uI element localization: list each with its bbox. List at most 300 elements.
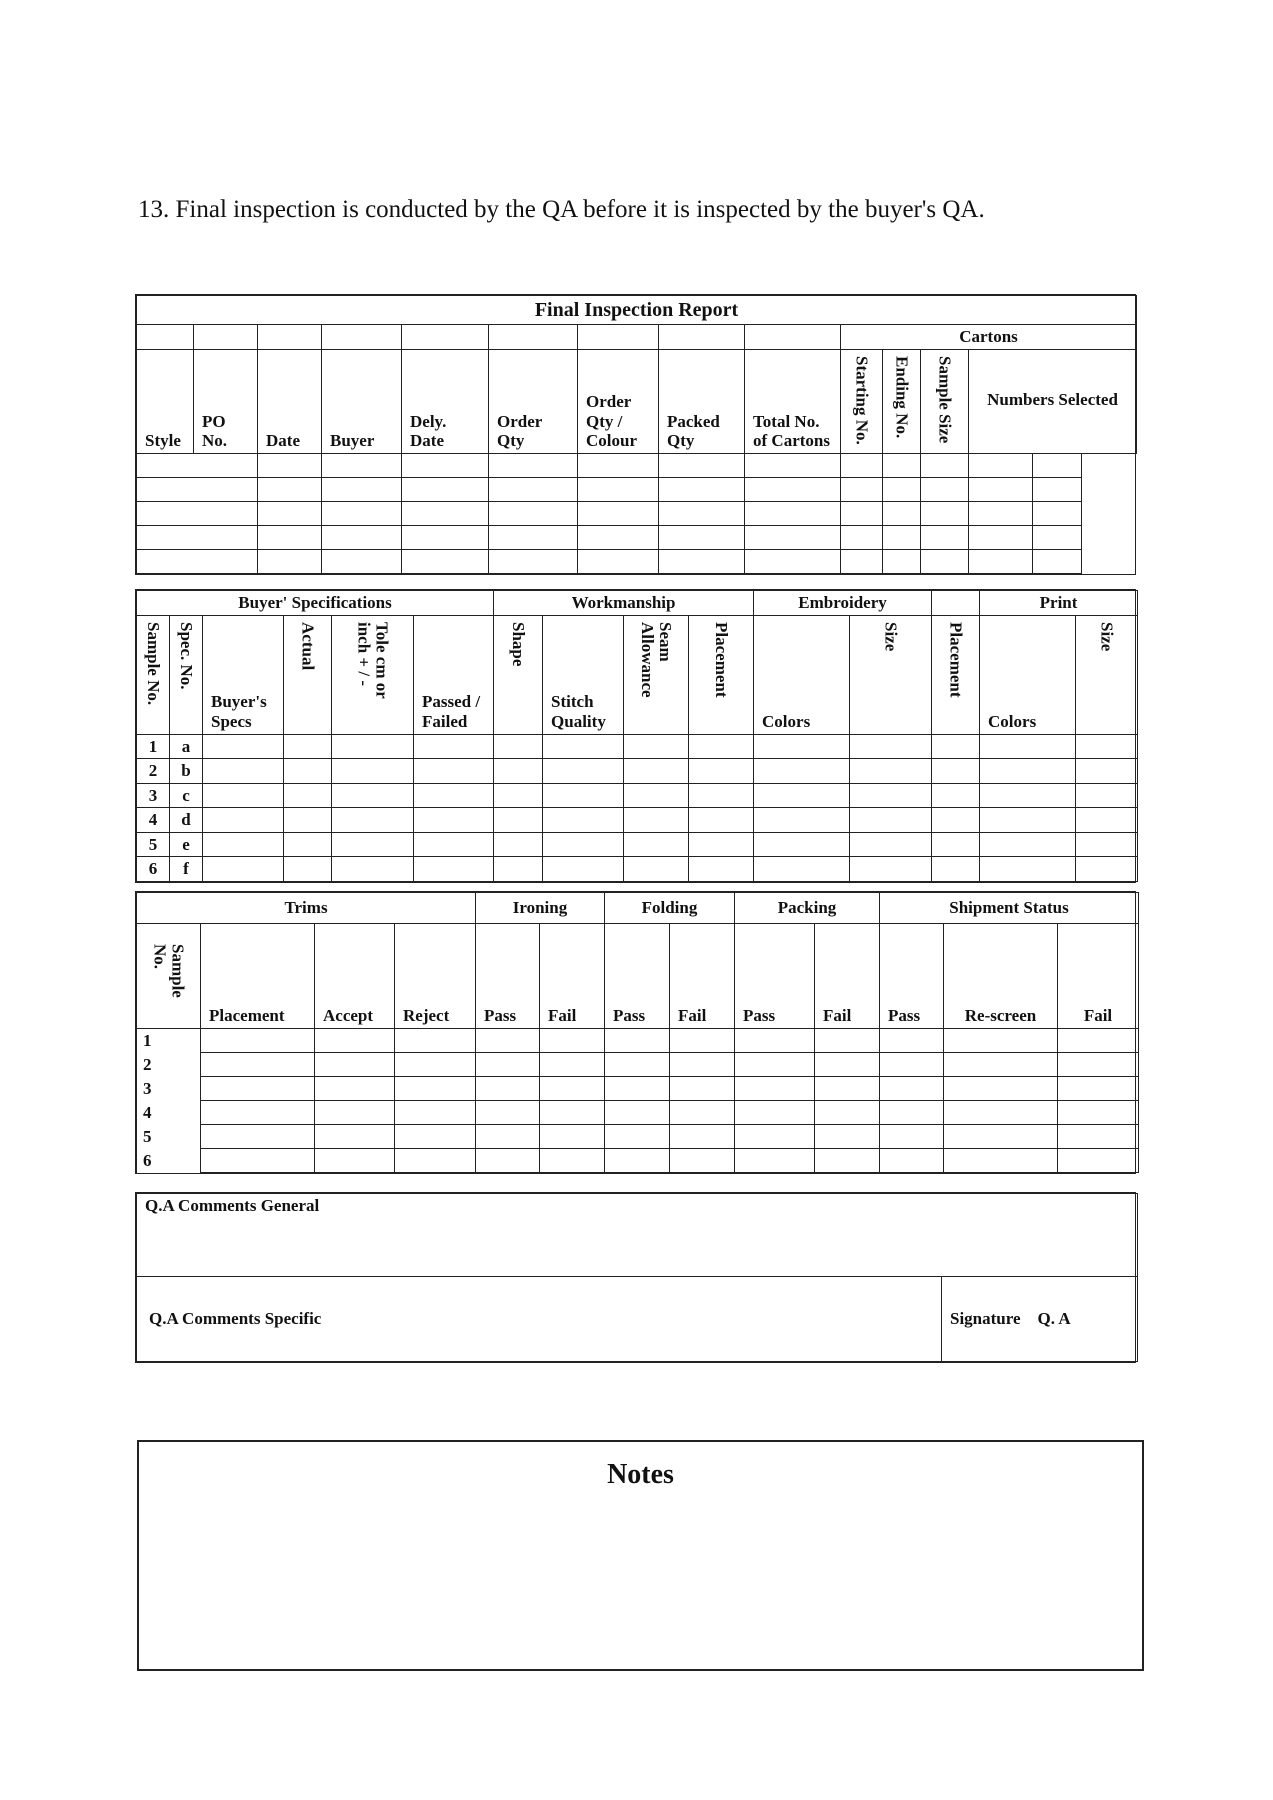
entry-cell[interactable]	[880, 1053, 944, 1077]
entry-cell[interactable]	[540, 1149, 605, 1173]
trims-sample-number: 5	[137, 1125, 201, 1149]
entry-cell[interactable]	[284, 759, 332, 784]
entry-cell[interactable]	[322, 525, 402, 549]
entry-cell[interactable]	[1058, 1029, 1139, 1053]
entry-cell[interactable]	[203, 857, 284, 882]
entry-cell[interactable]	[659, 453, 745, 477]
entry-cell[interactable]	[332, 734, 414, 759]
embroidery-colors-header: Colors	[754, 615, 850, 734]
entry-cell[interactable]	[745, 477, 841, 501]
entry-cell[interactable]	[815, 1077, 880, 1101]
entry-cell[interactable]	[258, 477, 322, 501]
entry-cell[interactable]	[494, 832, 543, 857]
entry-cell[interactable]	[414, 734, 494, 759]
entry-cell[interactable]	[605, 1077, 670, 1101]
style-po-cell[interactable]	[137, 549, 258, 573]
entry-cell[interactable]	[543, 808, 624, 833]
order-entry-row	[137, 525, 1137, 549]
entry-cell[interactable]	[880, 1101, 944, 1125]
qa-signature[interactable]: Signature Q. A	[942, 1277, 1138, 1362]
folding-label: Folding	[605, 893, 735, 924]
entry-cell[interactable]	[689, 783, 754, 808]
entry-cell[interactable]	[414, 808, 494, 833]
entry-cell[interactable]	[322, 453, 402, 477]
entry-cell[interactable]	[921, 501, 969, 525]
entry-cell[interactable]	[543, 832, 624, 857]
entry-cell[interactable]	[880, 1125, 944, 1149]
entry-cell[interactable]	[414, 832, 494, 857]
entry-cell[interactable]	[754, 759, 850, 784]
finishing-rows	[137, 1029, 1139, 1173]
tolerance-header: Tole cm or inch + / -	[354, 621, 392, 699]
sample-number: 4	[137, 808, 170, 833]
entry-cell[interactable]	[489, 501, 578, 525]
spec-letter: b	[170, 759, 203, 784]
entry-cell[interactable]	[258, 525, 322, 549]
entry-cell[interactable]	[201, 1101, 315, 1125]
entry-cell[interactable]	[284, 783, 332, 808]
buyers-specs-header: Buyer's Specs	[203, 615, 284, 734]
entry-cell[interactable]	[414, 857, 494, 882]
entry-cell[interactable]	[284, 857, 332, 882]
entry-cell[interactable]	[258, 501, 322, 525]
entry-cell[interactable]	[754, 808, 850, 833]
embroidery-size-header: Size	[881, 621, 901, 651]
entry-cell[interactable]	[543, 759, 624, 784]
entry-cell[interactable]	[543, 783, 624, 808]
entry-cell[interactable]	[284, 808, 332, 833]
sample-number: 1	[137, 734, 170, 759]
entry-cell[interactable]	[315, 1029, 395, 1053]
entry-cell[interactable]	[980, 832, 1076, 857]
entry-cell[interactable]	[402, 549, 489, 573]
entry-cell[interactable]	[624, 808, 689, 833]
entry-cell[interactable]	[1076, 808, 1138, 833]
entry-cell[interactable]	[203, 808, 284, 833]
entry-cell[interactable]	[1033, 453, 1082, 477]
entry-cell[interactable]	[932, 832, 980, 857]
entry-cell[interactable]	[670, 1149, 735, 1173]
specification-row	[137, 808, 1138, 833]
entry-cell[interactable]	[1033, 477, 1082, 501]
entry-cell[interactable]	[1076, 783, 1138, 808]
entry-cell[interactable]	[689, 832, 754, 857]
entry-cell[interactable]	[880, 1077, 944, 1101]
entry-cell[interactable]	[624, 783, 689, 808]
finishing-row	[137, 1101, 1139, 1125]
packing-pass-header: Pass	[735, 924, 815, 1029]
entry-cell[interactable]	[932, 734, 980, 759]
entry-cell[interactable]	[395, 1077, 476, 1101]
spec-no-header: Spec. No.	[176, 621, 196, 690]
spec-letter: f	[170, 857, 203, 882]
entry-cell[interactable]	[815, 1149, 880, 1173]
ironing-label: Ironing	[476, 893, 605, 924]
order-qty-colour-header: Order Qty / Colour	[578, 349, 659, 453]
entry-cell[interactable]	[578, 477, 659, 501]
entry-cell[interactable]	[745, 549, 841, 573]
entry-cell[interactable]	[540, 1077, 605, 1101]
entry-cell[interactable]	[745, 525, 841, 549]
entry-cell[interactable]	[395, 1125, 476, 1149]
entry-cell[interactable]	[315, 1125, 395, 1149]
workmanship-placement-header: Placement	[711, 621, 731, 698]
entry-cell[interactable]	[841, 549, 883, 573]
style-po-cell[interactable]	[137, 525, 258, 549]
entry-cell[interactable]	[735, 1101, 815, 1125]
trims-placement-header: Placement	[201, 924, 315, 1029]
notes-box[interactable]	[137, 1440, 1144, 1671]
entry-cell[interactable]	[921, 525, 969, 549]
entry-cell[interactable]	[841, 525, 883, 549]
entry-cell[interactable]	[850, 783, 932, 808]
entry-cell[interactable]	[980, 734, 1076, 759]
entry-cell[interactable]	[332, 783, 414, 808]
entry-cell[interactable]	[689, 759, 754, 784]
entry-cell[interactable]	[540, 1053, 605, 1077]
entry-cell[interactable]	[944, 1101, 1058, 1125]
comments-section	[135, 1192, 1136, 1363]
entry-cell[interactable]	[980, 783, 1076, 808]
packing-fail-header: Fail	[815, 924, 880, 1029]
entry-cell[interactable]	[494, 857, 543, 882]
entry-cell[interactable]	[815, 1125, 880, 1149]
entry-cell[interactable]	[395, 1149, 476, 1173]
cartons-label: Cartons	[841, 325, 1137, 350]
packed-qty-header: Packed Qty	[659, 349, 745, 453]
entry-cell[interactable]	[1058, 1149, 1139, 1173]
entry-cell[interactable]	[932, 783, 980, 808]
specification-row	[137, 857, 1138, 882]
entry-cell[interactable]	[969, 453, 1033, 477]
reject-header: Reject	[395, 924, 476, 1029]
entry-cell[interactable]	[670, 1053, 735, 1077]
finishing-row	[137, 1149, 1139, 1173]
entry-cell[interactable]	[315, 1077, 395, 1101]
entry-cell[interactable]	[414, 783, 494, 808]
entry-cell[interactable]	[745, 501, 841, 525]
notes-title: Notes	[607, 1459, 674, 1490]
trims-sample-number: 4	[137, 1101, 201, 1125]
entry-cell[interactable]	[624, 857, 689, 882]
finishing-row	[137, 1077, 1139, 1101]
entry-cell[interactable]	[883, 549, 921, 573]
entry-cell[interactable]	[489, 549, 578, 573]
folding-fail-header: Fail	[670, 924, 735, 1029]
specification-row	[137, 759, 1138, 784]
specifications-table	[136, 590, 1138, 882]
finishing-section	[135, 891, 1136, 1174]
stitch-quality-header: Stitch Quality	[543, 615, 624, 734]
entry-cell[interactable]	[754, 783, 850, 808]
numbers-selected-header: Numbers Selected	[969, 349, 1137, 453]
embroidery-label: Embroidery	[754, 591, 932, 616]
entry-cell[interactable]	[745, 453, 841, 477]
entry-cell[interactable]	[476, 1029, 540, 1053]
qa-comments-specific[interactable]: Q.A Comments Specific	[137, 1277, 942, 1362]
entry-cell[interactable]	[605, 1053, 670, 1077]
spec-letter: e	[170, 832, 203, 857]
entry-cell[interactable]	[850, 832, 932, 857]
entry-cell[interactable]	[540, 1029, 605, 1053]
starting-no-header: Starting No.	[852, 355, 872, 445]
entry-cell[interactable]	[332, 832, 414, 857]
entry-cell[interactable]	[402, 501, 489, 525]
style-po-cell[interactable]	[137, 477, 258, 501]
embroidery-placement-header: Placement	[946, 621, 966, 698]
entry-cell[interactable]	[735, 1149, 815, 1173]
entry-cell[interactable]	[841, 453, 883, 477]
shipment-pass-header: Pass	[880, 924, 944, 1029]
po-header: PO No.	[194, 349, 258, 453]
style-header: Style	[137, 349, 194, 453]
entry-cell[interactable]	[578, 525, 659, 549]
entry-cell[interactable]	[476, 1077, 540, 1101]
entry-cell[interactable]	[1058, 1125, 1139, 1149]
entry-cell[interactable]	[921, 453, 969, 477]
entry-cell[interactable]	[883, 525, 921, 549]
entry-cell[interactable]	[944, 1149, 1058, 1173]
entry-cell[interactable]	[969, 501, 1033, 525]
entry-cell[interactable]	[322, 477, 402, 501]
entry-cell[interactable]	[395, 1029, 476, 1053]
entry-cell[interactable]	[332, 808, 414, 833]
entry-cell[interactable]	[944, 1053, 1058, 1077]
entry-cell[interactable]	[605, 1029, 670, 1053]
workmanship-label: Workmanship	[494, 591, 754, 616]
entry-cell[interactable]	[258, 453, 322, 477]
entry-cell[interactable]	[883, 501, 921, 525]
style-po-cell[interactable]	[137, 453, 258, 477]
entry-cell[interactable]	[754, 857, 850, 882]
buyer-specifications-label: Buyer' Specifications	[137, 591, 494, 616]
entry-cell[interactable]	[1058, 1053, 1139, 1077]
entry-cell[interactable]	[1076, 857, 1138, 882]
report-title: Final Inspection Report	[137, 296, 1137, 325]
entry-cell[interactable]	[201, 1149, 315, 1173]
entry-cell[interactable]	[284, 734, 332, 759]
entry-cell[interactable]	[1076, 759, 1138, 784]
order-entry-row	[137, 453, 1137, 477]
entry-cell[interactable]	[402, 477, 489, 501]
entry-cell[interactable]	[1033, 549, 1082, 573]
specification-rows	[137, 734, 1138, 881]
order-entry-row	[137, 501, 1137, 525]
entry-cell[interactable]	[402, 525, 489, 549]
trims-sample-number: 1	[137, 1029, 201, 1053]
specification-row	[137, 734, 1138, 759]
entry-cell[interactable]	[494, 808, 543, 833]
entry-cell[interactable]	[605, 1149, 670, 1173]
entry-cell[interactable]	[476, 1053, 540, 1077]
entry-cell[interactable]	[414, 759, 494, 784]
entry-cell[interactable]	[395, 1053, 476, 1077]
entry-cell[interactable]	[754, 832, 850, 857]
sample-size-header: Sample Size	[935, 355, 955, 443]
entry-cell[interactable]	[921, 477, 969, 501]
entry-cell[interactable]	[880, 1149, 944, 1173]
order-qty-header: Order Qty	[489, 349, 578, 453]
entry-cell[interactable]	[850, 857, 932, 882]
ironing-fail-header: Fail	[540, 924, 605, 1029]
trims-sample-no-header: Sample No.	[150, 944, 188, 998]
entry-cell[interactable]	[201, 1077, 315, 1101]
entry-cell[interactable]	[841, 477, 883, 501]
entry-cell[interactable]	[315, 1053, 395, 1077]
entry-cell[interactable]	[944, 1125, 1058, 1149]
entry-cell[interactable]	[1058, 1101, 1139, 1125]
entry-cell[interactable]	[815, 1101, 880, 1125]
entry-cell[interactable]	[476, 1125, 540, 1149]
print-size-header: Size	[1097, 621, 1117, 651]
qa-comments-general[interactable]: Q.A Comments General	[137, 1194, 1138, 1277]
entry-cell[interactable]	[494, 783, 543, 808]
spec-letter: c	[170, 783, 203, 808]
entry-cell[interactable]	[659, 549, 745, 573]
accept-header: Accept	[315, 924, 395, 1029]
entry-cell[interactable]	[921, 549, 969, 573]
entry-cell[interactable]	[815, 1029, 880, 1053]
entry-cell[interactable]	[578, 501, 659, 525]
entry-cell[interactable]	[735, 1077, 815, 1101]
entry-cell[interactable]	[624, 759, 689, 784]
entry-cell[interactable]	[969, 525, 1033, 549]
entry-cell[interactable]	[201, 1053, 315, 1077]
entry-cell[interactable]	[540, 1125, 605, 1149]
finishing-row	[137, 1029, 1139, 1053]
entry-cell[interactable]	[258, 549, 322, 573]
entry-cell[interactable]	[1033, 525, 1082, 549]
entry-cell[interactable]	[332, 759, 414, 784]
entry-cell[interactable]	[489, 453, 578, 477]
entry-cell[interactable]	[932, 808, 980, 833]
entry-cell[interactable]	[689, 808, 754, 833]
sample-number: 2	[137, 759, 170, 784]
entry-cell[interactable]	[540, 1101, 605, 1125]
entry-cell[interactable]	[883, 477, 921, 501]
entry-cell[interactable]	[543, 857, 624, 882]
entry-cell[interactable]	[659, 477, 745, 501]
entry-cell[interactable]	[850, 808, 932, 833]
entry-cell[interactable]	[735, 1029, 815, 1053]
passed-failed-header: Passed / Failed	[414, 615, 494, 734]
entry-cell[interactable]	[659, 525, 745, 549]
entry-cell[interactable]	[689, 734, 754, 759]
entry-cell[interactable]	[980, 808, 1076, 833]
entry-cell[interactable]	[969, 549, 1033, 573]
sample-no-header: Sample No.	[143, 621, 163, 705]
total-cartons-header: Total No. of Cartons	[745, 349, 841, 453]
packing-label: Packing	[735, 893, 880, 924]
entry-cell[interactable]	[980, 857, 1076, 882]
trims-sample-number: 6	[137, 1149, 201, 1173]
entry-cell[interactable]	[284, 832, 332, 857]
entry-cell[interactable]	[201, 1125, 315, 1149]
entry-cell[interactable]	[395, 1101, 476, 1125]
style-po-cell[interactable]	[137, 501, 258, 525]
entry-cell[interactable]	[1058, 1077, 1139, 1101]
entry-cell[interactable]	[203, 734, 284, 759]
entry-cell[interactable]	[203, 783, 284, 808]
entry-cell[interactable]	[670, 1101, 735, 1125]
entry-cell[interactable]	[543, 734, 624, 759]
final-inspection-header-section	[135, 294, 1136, 575]
entry-cell[interactable]	[880, 1029, 944, 1053]
entry-cell[interactable]	[670, 1029, 735, 1053]
entry-cell[interactable]	[332, 857, 414, 882]
entry-cell[interactable]	[689, 857, 754, 882]
entry-cell[interactable]	[489, 477, 578, 501]
entry-cell[interactable]	[605, 1125, 670, 1149]
sample-number: 3	[137, 783, 170, 808]
entry-cell[interactable]	[850, 759, 932, 784]
entry-cell[interactable]	[402, 453, 489, 477]
entry-cell[interactable]	[841, 501, 883, 525]
entry-cell[interactable]	[315, 1149, 395, 1173]
entry-cell[interactable]	[203, 832, 284, 857]
spec-letter: d	[170, 808, 203, 833]
finishing-row	[137, 1125, 1139, 1149]
entry-cell[interactable]	[1076, 734, 1138, 759]
entry-cell[interactable]	[624, 734, 689, 759]
rescreen-header: Re-screen	[944, 924, 1058, 1029]
entry-cell[interactable]	[624, 832, 689, 857]
entry-cell[interactable]	[670, 1125, 735, 1149]
entry-cell[interactable]	[494, 759, 543, 784]
spec-letter: a	[170, 734, 203, 759]
entry-cell[interactable]	[476, 1149, 540, 1173]
entry-cell[interactable]	[850, 734, 932, 759]
entry-cell[interactable]	[489, 525, 578, 549]
entry-cell[interactable]	[659, 501, 745, 525]
entry-cell[interactable]	[578, 549, 659, 573]
entry-cell[interactable]	[735, 1125, 815, 1149]
actual-header: Actual	[298, 621, 318, 670]
folding-pass-header: Pass	[605, 924, 670, 1029]
entry-cell[interactable]	[322, 549, 402, 573]
entry-cell[interactable]	[932, 857, 980, 882]
entry-cell[interactable]	[980, 759, 1076, 784]
entry-cell[interactable]	[315, 1101, 395, 1125]
entry-cell[interactable]	[754, 734, 850, 759]
entry-cell[interactable]	[969, 477, 1033, 501]
entry-cell[interactable]	[605, 1101, 670, 1125]
date-header: Date	[258, 349, 322, 453]
entry-cell[interactable]	[944, 1029, 1058, 1053]
entry-cell[interactable]	[670, 1077, 735, 1101]
entry-cell[interactable]	[203, 759, 284, 784]
buyer-header: Buyer	[322, 349, 402, 453]
entry-cell[interactable]	[476, 1101, 540, 1125]
entry-cell[interactable]	[1033, 501, 1082, 525]
entry-cell[interactable]	[1076, 832, 1138, 857]
entry-cell[interactable]	[201, 1029, 315, 1053]
entry-cell[interactable]	[932, 759, 980, 784]
order-entry-rows	[137, 453, 1137, 573]
entry-cell[interactable]	[578, 453, 659, 477]
entry-cell[interactable]	[322, 501, 402, 525]
entry-cell[interactable]	[494, 734, 543, 759]
shape-header: Shape	[508, 621, 528, 666]
entry-cell[interactable]	[735, 1053, 815, 1077]
entry-cell[interactable]	[944, 1077, 1058, 1101]
finishing-table	[136, 892, 1139, 1173]
print-label: Print	[980, 591, 1138, 616]
specification-row	[137, 783, 1138, 808]
specifications-section	[135, 589, 1136, 883]
entry-cell[interactable]	[883, 453, 921, 477]
entry-cell[interactable]	[815, 1053, 880, 1077]
